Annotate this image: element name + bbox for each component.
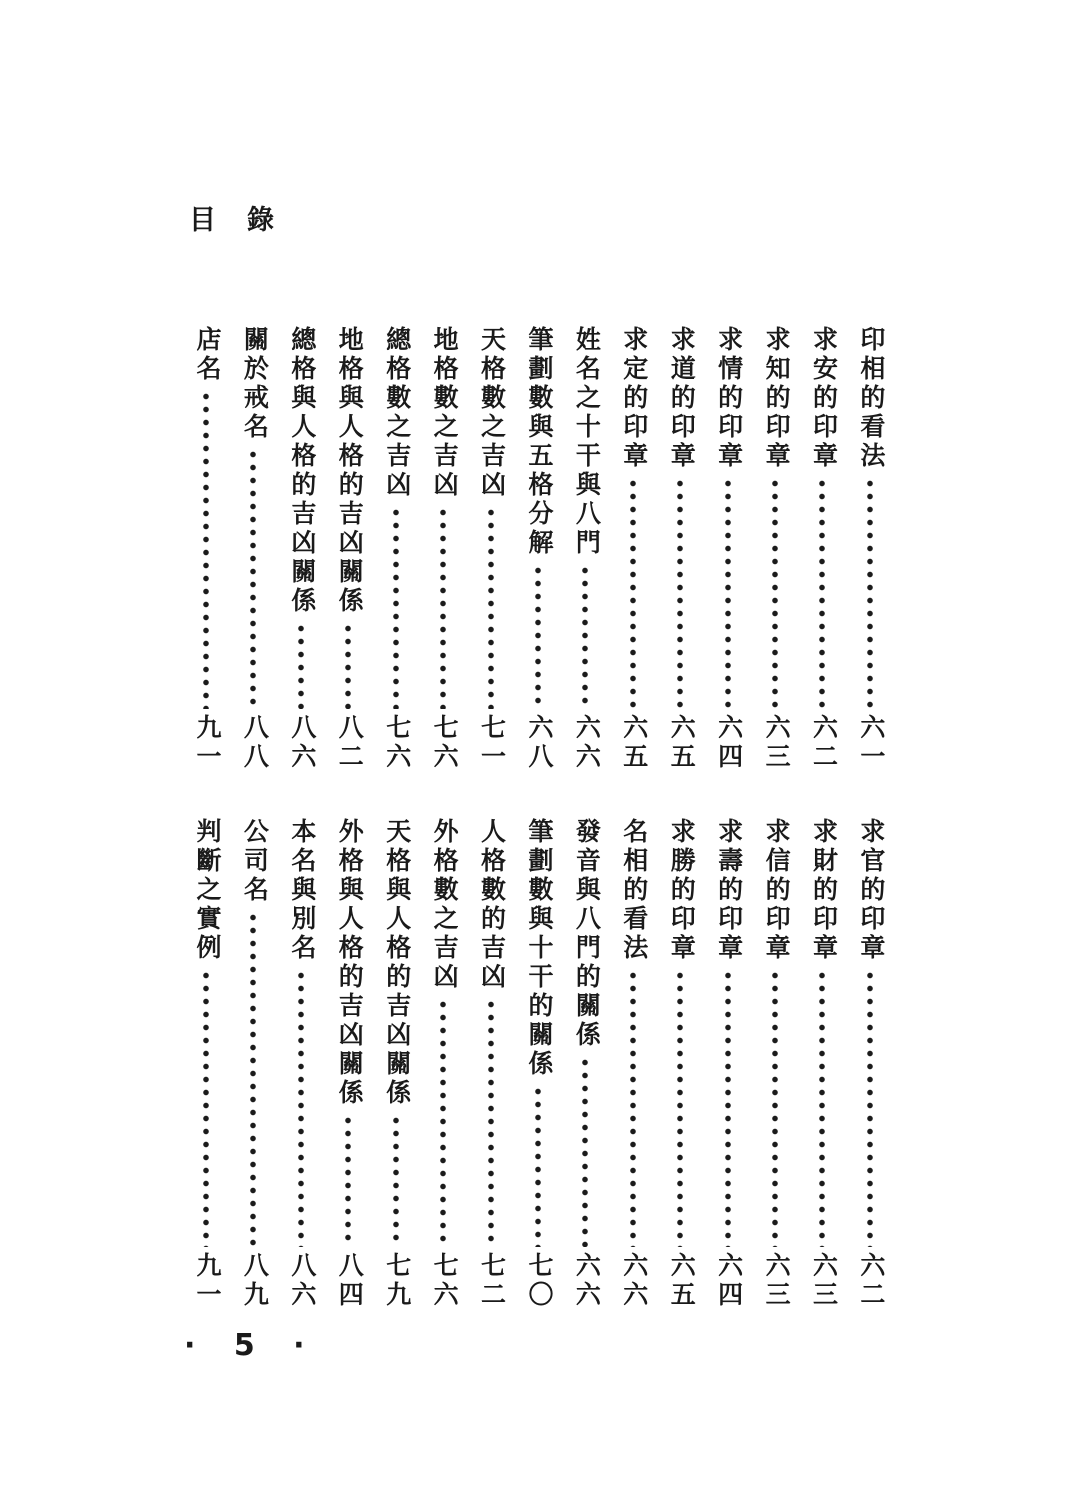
dotted-leader	[330, 1114, 366, 1247]
dotted-leader	[330, 622, 366, 709]
dotted-leader	[567, 1056, 603, 1247]
toc-entry-title: 求安的印章	[809, 326, 837, 471]
toc-entry	[473, 326, 509, 772]
toc-entry	[757, 818, 793, 1310]
page-title: 目 錄	[189, 205, 276, 235]
toc-entry	[757, 326, 793, 772]
toc-entry-page: 六二	[809, 714, 837, 772]
toc-entry-page: 八二	[335, 714, 363, 772]
toc-entry	[615, 818, 651, 1310]
dotted-leader	[378, 1114, 414, 1247]
toc-entry	[235, 326, 271, 772]
toc-entry-title: 公司名	[240, 818, 268, 905]
dotted-leader	[662, 969, 698, 1247]
dotted-leader	[378, 506, 414, 709]
dotted-leader	[235, 448, 271, 709]
dotted-leader	[520, 1085, 556, 1247]
dotted-leader	[473, 998, 509, 1247]
toc-entry	[330, 818, 366, 1310]
toc-entry	[473, 818, 509, 1310]
dotted-leader	[425, 506, 461, 709]
toc-entry	[662, 818, 698, 1310]
toc-entry	[852, 326, 888, 772]
toc-entry-page: 六八	[524, 714, 552, 772]
toc-entry-page: 八六	[287, 1252, 315, 1310]
dotted-leader	[473, 506, 509, 709]
toc-entry-title: 總格與人格的吉凶關係	[287, 326, 315, 616]
toc-entry-page: 六六	[619, 1252, 647, 1310]
toc-entry-page: 六三	[762, 714, 790, 772]
toc-entry	[235, 818, 271, 1310]
toc-entry-page: 七六	[430, 714, 458, 772]
toc-entry-page: 七二	[477, 1252, 505, 1310]
toc-entry	[425, 326, 461, 772]
dotted-leader	[188, 969, 224, 1247]
toc-entry-page: 六三	[762, 1252, 790, 1310]
toc-entry-title: 求信的印章	[762, 818, 790, 963]
dotted-leader	[520, 564, 556, 709]
toc-entry-title: 求壽的印章	[714, 818, 742, 963]
dotted-leader	[283, 622, 319, 709]
toc-block-upper	[188, 326, 888, 772]
toc-entry-title: 求定的印章	[619, 326, 647, 471]
toc-entry-title: 總格數之吉凶	[382, 326, 410, 500]
toc-entry-title: 店名	[193, 326, 220, 384]
dotted-leader	[710, 477, 746, 709]
page-number: · 5 ·	[184, 1328, 319, 1363]
toc-entry	[330, 326, 366, 772]
toc-entry-page: 六四	[714, 1252, 742, 1310]
dotted-leader	[852, 969, 888, 1247]
dotted-leader	[283, 969, 319, 1247]
toc-entry	[662, 326, 698, 772]
toc-entry	[188, 326, 224, 772]
toc-entry-page: 八六	[287, 714, 315, 772]
toc-entry-page: 六三	[809, 1252, 837, 1310]
toc-entry-title: 地格與人格的吉凶關係	[335, 326, 363, 616]
dotted-leader	[615, 477, 651, 709]
toc-entry-page: 七〇	[524, 1252, 552, 1310]
toc-entry-page: 六四	[714, 714, 742, 772]
toc-entry	[378, 818, 414, 1310]
toc-entry	[378, 326, 414, 772]
toc-entry	[188, 818, 224, 1310]
toc-entry-title: 名相的看法	[619, 818, 647, 963]
toc-entry	[804, 326, 840, 772]
toc-entry-title: 判斷之實例	[193, 818, 220, 963]
toc-entry	[710, 326, 746, 772]
toc-entry-title: 筆劃數與十干的關係	[524, 818, 552, 1079]
toc-entry	[710, 818, 746, 1310]
toc-entry-page: 七六	[430, 1252, 458, 1310]
toc-entry-title: 地格數之吉凶	[430, 326, 458, 500]
toc-entry-title: 發音與八門的關係	[572, 818, 600, 1050]
toc-entry-title: 求道的印章	[667, 326, 695, 471]
toc-entry	[567, 326, 603, 772]
toc-entry-page: 七九	[382, 1252, 410, 1310]
toc-entry-title: 求財的印章	[809, 818, 837, 963]
toc-entry-title: 天格數之吉凶	[477, 326, 505, 500]
dotted-leader	[710, 969, 746, 1247]
toc-entry-page: 六五	[667, 1252, 695, 1310]
toc-entry-page: 六六	[572, 714, 600, 772]
dotted-leader	[852, 477, 888, 709]
dotted-leader	[804, 969, 840, 1247]
toc-entry	[852, 818, 888, 1310]
toc-entry-title: 求官的印章	[856, 818, 884, 963]
toc-entry-title: 求勝的印章	[667, 818, 695, 963]
dotted-leader	[188, 390, 224, 709]
toc-entry-title: 本名與別名	[287, 818, 315, 963]
toc-entry-page: 九一	[193, 1252, 220, 1310]
toc-entry	[520, 818, 556, 1310]
toc-entry-page: 八四	[335, 1252, 363, 1310]
toc-entry-page: 七一	[477, 714, 505, 772]
toc-entry	[804, 818, 840, 1310]
dotted-leader	[757, 477, 793, 709]
toc-entry-page: 六五	[619, 714, 647, 772]
toc-entry-title: 筆劃數與五格分解	[524, 326, 552, 558]
dotted-leader	[235, 911, 271, 1247]
dotted-leader	[615, 969, 651, 1247]
toc-entry-page: 六二	[856, 1252, 884, 1310]
toc-entry-title: 姓名之十干與八門	[572, 326, 600, 558]
toc-entry-page: 八八	[240, 714, 268, 772]
dotted-leader	[662, 477, 698, 709]
toc-entry-title: 外格與人格的吉凶關係	[335, 818, 363, 1108]
toc-block-lower	[188, 818, 888, 1310]
dotted-leader	[804, 477, 840, 709]
toc-entry-page: 六一	[856, 714, 884, 772]
toc-entry	[520, 326, 556, 772]
toc-entry-page: 九一	[193, 714, 220, 772]
toc-entry-page: 七六	[382, 714, 410, 772]
toc-entry	[567, 818, 603, 1310]
toc-entry-page: 六六	[572, 1252, 600, 1310]
toc-entry-title: 求情的印章	[714, 326, 742, 471]
toc-entry	[283, 326, 319, 772]
toc-entry	[425, 818, 461, 1310]
toc-entry	[615, 326, 651, 772]
toc-entry	[283, 818, 319, 1310]
toc-entry-title: 求知的印章	[762, 326, 790, 471]
dotted-leader	[425, 998, 461, 1247]
dotted-leader	[757, 969, 793, 1247]
toc-entry-title: 外格數之吉凶	[430, 818, 458, 992]
toc-entry-page: 六五	[667, 714, 695, 772]
toc-entry-title: 印相的看法	[856, 326, 884, 471]
toc-entry-title: 天格與人格的吉凶關係	[382, 818, 410, 1108]
dotted-leader	[567, 564, 603, 709]
toc-entry-title: 人格數的吉凶	[477, 818, 505, 992]
toc-entry-page: 八九	[240, 1252, 268, 1310]
toc-entry-title: 關於戒名	[240, 326, 268, 442]
